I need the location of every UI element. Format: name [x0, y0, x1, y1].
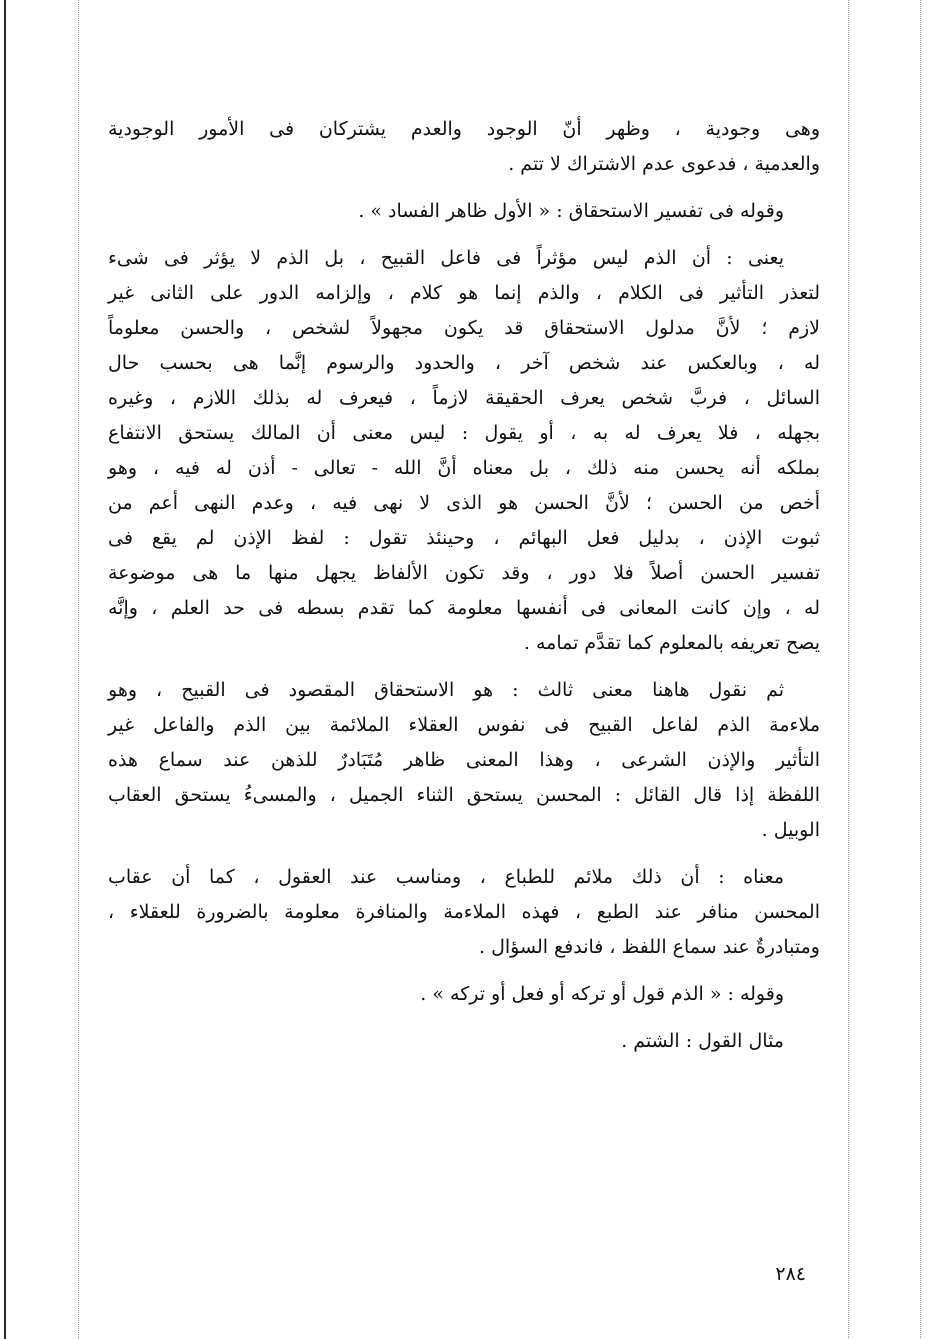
- text-line: له ، وبالعكس عند شخص آخر ، والحدود والرسوم إنَّما هى بحسب حال: [108, 352, 820, 374]
- paragraph: [108, 194, 820, 229]
- body-text: [108, 112, 820, 1071]
- scan-border-right: [920, 0, 921, 1339]
- text-line: المحسن منافر عند الطبع ، فهذه الملاءمة والمنافرة معلومة بالضرورة للعقلاء ،: [108, 901, 820, 923]
- text-line: تفسير الحسن أصلاً فلا دور ، وقد تكون الألفاظ يجهل منها ما هى موضوعة: [108, 562, 820, 584]
- text-line: وقوله فى تفسير الاستحقاق : « الأول ظاهر الفساد » .: [358, 200, 784, 222]
- paragraph: [108, 241, 820, 661]
- text-line: يصح تعريفه بالمعلوم كما تقدَّم تمامه .: [523, 632, 820, 654]
- paragraph: [108, 977, 820, 1012]
- text-line: ومتبادرةٌ عند سماع اللفظ ، فاندفع السؤال .: [479, 936, 820, 958]
- text-line: الوبيل .: [761, 819, 820, 841]
- page-number: ٢٨٤: [775, 1263, 806, 1285]
- text-line: مثال القول : الشتم .: [621, 1030, 784, 1052]
- text-line: اللفظة إذا قال القائل : المحسن يستحق الثناء الجميل ، والمسىءُ يستحق العقاب: [108, 784, 820, 806]
- text-line: بملكه أنه يحسن منه ذلك ، بل معناه أنَّ الله - تعالى - أذن له فيه ، وهو: [108, 457, 820, 479]
- text-line: أخص من الحسن ؛ لأنَّ الحسن هو الذى لا نهى فيه ، وعدم النهى أعم من: [108, 492, 820, 514]
- paragraph: [108, 112, 820, 182]
- text-line: معناه : أن ذلك ملائم للطباع ، ومناسب عند العقول ، كما أن عقاب: [108, 866, 784, 888]
- scan-border-left: [4, 0, 6, 1339]
- scan-fold-line-left: [78, 0, 79, 1339]
- text-line: لتعذر التأثير فى الكلام ، والذم إنما هو كلام ، وإلزامه الدور على الثانى غير: [108, 282, 820, 304]
- text-line: بجهله ، فلا يعرف له به ، أو يقول : ليس معنى أن المالك يستحق الانتفاع: [108, 422, 820, 444]
- paragraph: [108, 673, 820, 848]
- text-line: لازم ؛ لأنَّ مدلول الاستحقاق قد يكون مجهولاً لشخص ، والحسن معلوماً: [108, 317, 820, 339]
- text-line: ملاءمة الذم لفاعل القبيح فى نفوس العقلاء الملائمة بين الذم والفاعل غير: [108, 714, 820, 736]
- scan-fold-line-right: [848, 0, 849, 1339]
- text-line: وهى وجودية ، وظهر أنّ الوجود والعدم يشتركان فى الأمور الوجودية: [108, 118, 820, 140]
- text-line: ثم نقول هاهنا معنى ثالث : هو الاستحقاق المقصود فى القبيح ، وهو: [108, 679, 784, 701]
- paragraph: [108, 860, 820, 965]
- text-line: التأثير والإذن الشرعى ، وهذا المعنى ظاهر مُتَبَادرٌ للذهن عند سماع هذه: [108, 749, 820, 771]
- text-line: وقوله : « الذم قول أو تركه أو فعل أو تركه » .: [420, 983, 784, 1005]
- text-line: يعنى : أن الذم ليس مؤثراً فى فاعل القبيح ، بل الذم لا يؤثر فى شىء: [108, 247, 784, 269]
- text-line: والعدمية ، فدعوى عدم الاشتراك لا تتم .: [508, 153, 820, 175]
- text-line: السائل ، فربَّ شخص يعرف الحقيقة لازماً ، فيعرف له بذلك اللازم ، وغيره: [108, 387, 820, 409]
- text-line: ثبوت الإذن ، بدليل فعل البهائم ، وحينئذ تقول : لفظ الإذن لم يقع فى: [108, 527, 820, 549]
- text-line: له ، وإن كانت المعانى فى أنفسها معلومة كما تقدم بسطه فى حد العلم ، وإنَّه: [108, 597, 820, 619]
- paragraph: [108, 1024, 820, 1059]
